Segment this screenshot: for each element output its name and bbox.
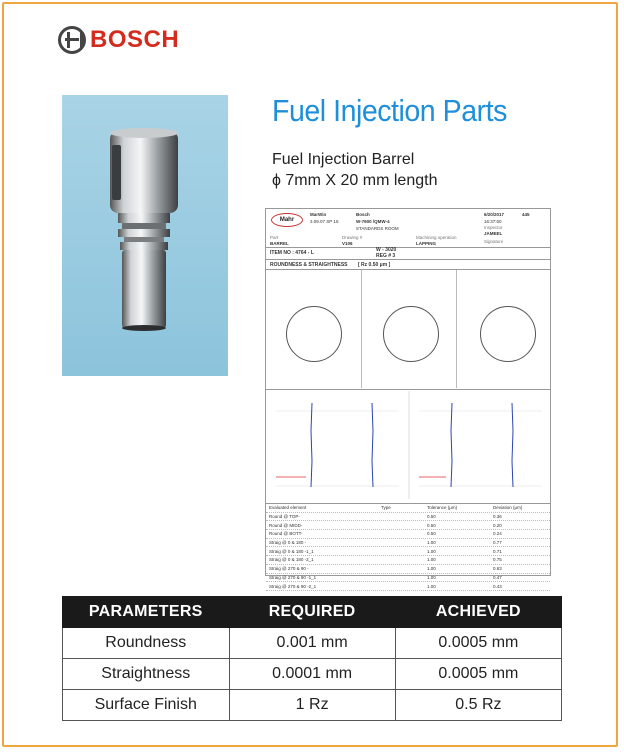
bosch-wordmark: BOSCH — [90, 26, 180, 53]
deviation-tolerance: 0.50 — [427, 514, 436, 520]
param-name: Surface Finish — [63, 690, 230, 721]
param-achieved: 0.0005 mm — [395, 659, 561, 690]
deviation-value: 0.77 — [493, 540, 502, 546]
report-section-title: ROUNDNESS & STRAIGHTNESS — [270, 262, 348, 268]
deviation-tolerance: 0.50 — [427, 522, 436, 528]
report-company: Bosch — [356, 212, 370, 217]
param-achieved: 0.5 Rz — [395, 690, 561, 721]
deviation-value: 0.63 — [493, 566, 502, 572]
param-achieved: 0.0005 mm — [395, 628, 561, 659]
deviation-element: Straig @ 0 & 180 - — [269, 540, 307, 546]
report-inspector: JAMEEL — [484, 231, 503, 236]
param-name: Straightness — [63, 659, 230, 690]
table-row — [63, 628, 562, 659]
page-title: Fuel Injection Parts — [272, 93, 507, 128]
deviation-tolerance: 1.00 — [427, 583, 436, 589]
deviation-value: 0.20 — [493, 522, 502, 528]
bosch-logo — [58, 26, 179, 54]
roundness-plot-top — [266, 270, 362, 388]
roundness-plot-middle — [361, 270, 457, 388]
deviation-tolerance: 1.00 — [427, 557, 436, 563]
report-software: MarWin — [310, 212, 327, 217]
deviation-row — [266, 556, 550, 565]
deviation-row — [266, 582, 550, 591]
deviation-tolerance: 1.00 — [427, 540, 436, 546]
drawing-label: Drawing # — [342, 235, 363, 240]
straightness-plots — [266, 391, 552, 499]
roundness-circle — [480, 306, 536, 362]
deviation-tolerance: 0.50 — [427, 531, 436, 537]
deviation-element: Straig @ 270 & 90 - — [269, 566, 309, 572]
report-header — [266, 209, 550, 260]
deviation-tolerance: 1.00 — [427, 548, 436, 554]
deviation-value: 0.43 — [493, 583, 502, 589]
header-achieved: ACHIEVED — [395, 597, 561, 628]
col-element: Evaluated element — [269, 505, 307, 511]
deviation-value: 0.36 — [493, 514, 502, 520]
fuel-barrel-image — [62, 95, 228, 376]
report-item-number: ITEM NO : 4764 - L — [270, 250, 314, 256]
deviation-row — [266, 521, 550, 530]
signature-label: Signature — [484, 239, 504, 244]
deviation-row — [266, 530, 550, 539]
param-required: 1 Rz — [229, 690, 395, 721]
param-required: 0.0001 mm — [229, 659, 395, 690]
deviation-element: Straig @ 270 & 90 -1_1 — [269, 574, 317, 580]
table-row — [63, 690, 562, 721]
operation-label: Machining operation — [416, 235, 457, 240]
report-date: 6/20/2017 — [484, 212, 505, 217]
deviation-row — [266, 513, 550, 522]
parameters-header-row — [63, 597, 562, 628]
deviation-element: Straig @ 270 & 90 -2_1 — [269, 583, 317, 589]
report-machine: W-7600 /QMW-4 — [356, 219, 390, 224]
param-required: 0.001 mm — [229, 628, 395, 659]
deviation-element: Straig @ 0 & 180 -1_1 — [269, 548, 314, 554]
header-required: REQUIRED — [229, 597, 395, 628]
report-operation: LAPPING — [416, 241, 437, 246]
deviation-row — [266, 547, 550, 556]
param-name: Roundness — [63, 628, 230, 659]
part-dimensions: ϕ 7mm X 20 mm length — [272, 172, 438, 189]
col-type: Type — [381, 505, 391, 511]
part-name: Fuel Injection Barrel — [272, 151, 415, 168]
header-parameters: PARAMETERS — [63, 597, 230, 628]
report-part: BARREL — [270, 241, 289, 246]
mahr-logo: Mahr — [271, 213, 303, 227]
roundness-circle — [383, 306, 439, 362]
deviation-tolerance: 1.00 — [427, 574, 436, 580]
report-drawing: V106 — [342, 241, 353, 246]
deviation-element: Round @ TOP- — [269, 514, 300, 520]
report-number: 445 — [522, 212, 530, 217]
parameters-table — [62, 596, 562, 721]
deviation-element: Straig @ 0 & 180 -2_1 — [269, 557, 314, 563]
bosch-armature-icon — [58, 26, 86, 54]
report-filter: [ Rz 0.50 μm ] — [358, 262, 391, 268]
deviation-table-header — [266, 503, 550, 513]
part-label: Part — [270, 235, 279, 240]
col-deviation: Deviation (μm) — [493, 505, 523, 511]
deviation-tolerance: 1.00 — [427, 566, 436, 572]
col-tolerance: Tolerance (μm) — [427, 505, 458, 511]
report-location: STANDARDS ROOM — [356, 226, 399, 231]
product-photo — [62, 95, 228, 376]
deviation-value: 0.75 — [493, 557, 502, 563]
deviation-value: 0.47 — [493, 574, 502, 580]
deviation-value: 0.24 — [493, 531, 502, 537]
deviation-row — [266, 574, 550, 583]
deviation-table — [266, 503, 550, 589]
deviation-element: Round @ BOTT- — [269, 531, 303, 537]
report-time: 16:37:60 — [484, 219, 502, 224]
deviation-row — [266, 539, 550, 548]
report-version: 3.09.07 SP 16 — [310, 219, 339, 224]
measurement-report — [265, 208, 551, 589]
deviation-row — [266, 565, 550, 574]
deviation-element: Round @ MIDD- — [269, 522, 303, 528]
report-w: W - 3020 — [376, 247, 397, 253]
deviation-value: 0.71 — [493, 548, 502, 554]
roundness-plot-bottom — [456, 270, 552, 388]
report-reg: REG # 3 — [376, 253, 396, 259]
roundness-circle — [286, 306, 342, 362]
inspector-label: Inspector — [484, 225, 503, 230]
table-row — [63, 659, 562, 690]
